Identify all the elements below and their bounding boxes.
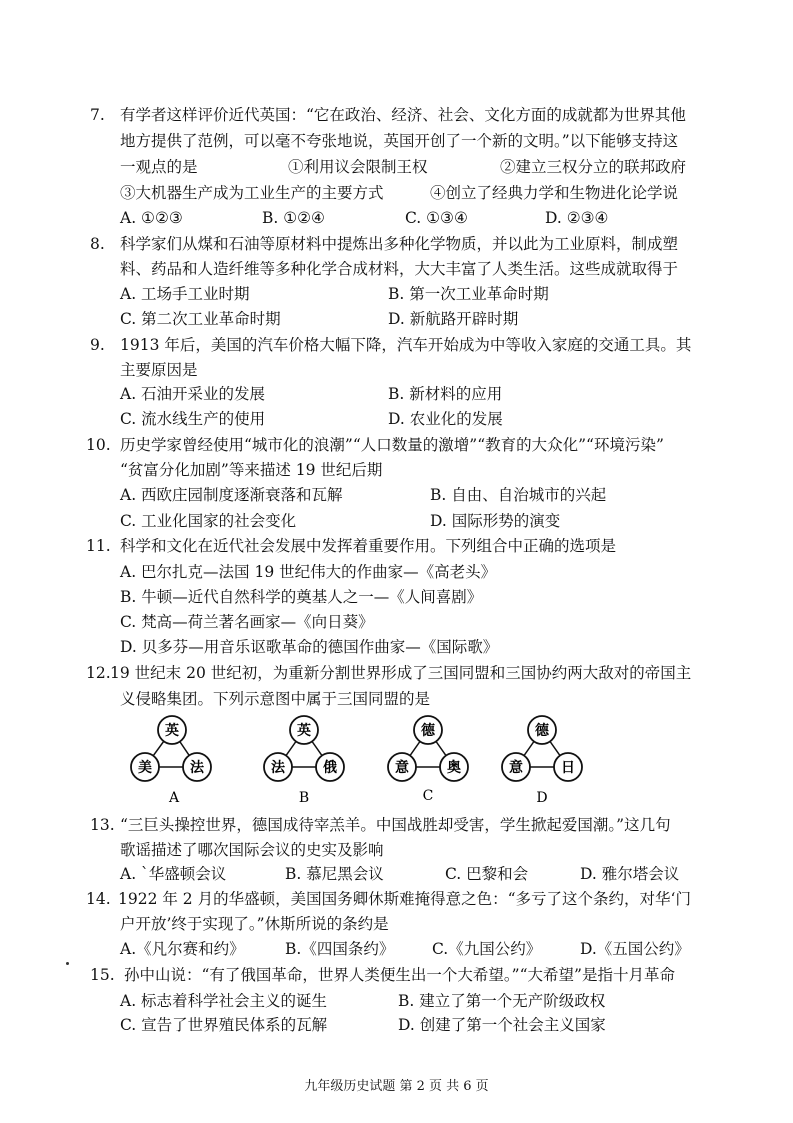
question-stem: 科学家们从煤和石油等原材料中提炼出多种化学物质，并以此为工业原料，制成塑: [120, 235, 679, 253]
option-d[interactable]: D. 新航路开辟时期: [388, 310, 519, 328]
diagram-d[interactable]: [502, 716, 582, 806]
option-b[interactable]: B. 第一次工业革命时期: [388, 285, 549, 303]
statement-2: ②建立三权分立的联邦政府: [500, 158, 687, 176]
option-b[interactable]: B. 建立了第一个无产阶级政权: [398, 992, 606, 1010]
question-number: 9.: [90, 336, 105, 354]
diagram-c[interactable]: [388, 716, 468, 804]
option-a[interactable]: A. 标志着科学社会主义的诞生: [120, 992, 328, 1010]
question-stem: 历史学家曾经使用“城市化的浪潮”“人口数量的激增”“教育的大众化”“环境污染”: [120, 436, 664, 454]
question-stem: 一观点的是: [120, 158, 198, 176]
option-a[interactable]: A. 工场手工业时期: [120, 285, 250, 303]
option-d[interactable]: D. ②③④: [545, 209, 609, 227]
option-a[interactable]: A. 西欧庄园制度逐渐衰落和瓦解: [120, 486, 343, 504]
option-c[interactable]: C. 宣告了世界殖民体系的瓦解: [120, 1016, 328, 1034]
diagram-left-country: 意: [395, 760, 409, 776]
statement-4: ④创立了经典力学和生物进化论学说: [430, 184, 679, 202]
question-stem: 孙中山说：“有了俄国革命，世界人类便生出一个大希望。”“大希望”是指十月革命: [124, 966, 675, 984]
option-a[interactable]: A. `华盛顿会议: [120, 865, 227, 883]
question-number: 14.: [86, 890, 111, 908]
option-d[interactable]: D. 国际形势的演变: [430, 512, 561, 530]
option-a[interactable]: A. 巴尔扎克—法国 19 世纪伟大的作曲家—《高老头》: [120, 563, 497, 581]
option-c[interactable]: C. 工业化国家的社会变化: [120, 512, 297, 530]
question-stem: “三巨头操控世界，德国成待宰羔羊。中国战胜却受害，学生掀起爱国潮。”这几句: [120, 816, 671, 834]
option-c[interactable]: C. 巴黎和会: [445, 865, 529, 883]
statement-3: ③大机器生产成为工业生产的主要方式: [120, 184, 384, 202]
question-stem: 歌谣描述了哪次国际会议的史实及影响: [120, 841, 384, 859]
diagram-left-country: 法: [271, 760, 285, 776]
question-number: 15.: [90, 966, 115, 984]
option-b[interactable]: B. 牛顿—近代自然科学的奠基人之一—《人间喜剧》: [120, 588, 483, 606]
question-number: 7.: [90, 106, 105, 124]
option-d[interactable]: D. 创建了第一个社会主义国家: [398, 1016, 606, 1034]
question-stem: 义侵略集团。下列示意图中属于三国同盟的是: [120, 690, 431, 708]
option-d[interactable]: D. 雅尔塔会议: [580, 865, 680, 883]
diagram-right-country: 奥: [447, 760, 461, 776]
option-a[interactable]: A. ①②③: [120, 209, 183, 227]
diagram-label: B: [298, 790, 310, 806]
diagram-top-country: 英: [297, 723, 311, 739]
question-number: 11.: [86, 537, 111, 555]
diagram-top-country: 德: [535, 723, 549, 739]
question-stem: “贫富分化加剧”等来描述 19 世纪后期: [120, 461, 383, 479]
option-d[interactable]: D. 农业化的发展: [388, 410, 503, 428]
diagram-right-country: 俄: [323, 760, 337, 776]
option-c[interactable]: C.《九国公约》: [432, 940, 542, 958]
diagram-label: D: [536, 790, 548, 806]
diagram-label: A: [168, 790, 180, 806]
question-number: 8.: [90, 235, 105, 253]
option-c[interactable]: C. 流水线生产的使用: [120, 410, 266, 428]
question-stem: 1922 年 2 月的华盛顿，美国国务卿休斯难掩得意之色：“多亏了这个条约，对华‘门: [118, 890, 691, 908]
option-c[interactable]: C. 第二次工业革命时期: [120, 310, 281, 328]
question-stem: 料、药品和人造纤维等多种化学合成材料，大大丰富了人类生活。这些成就取得于: [120, 260, 679, 278]
diagram-top-country: 英: [165, 723, 179, 739]
option-b[interactable]: B. 自由、自治城市的兴起: [430, 486, 607, 504]
statement-1: ①利用议会限制王权: [288, 158, 428, 176]
question-number: 12.: [86, 664, 111, 682]
question-stem: 地方提供了范例，可以毫不夸张地说，英国开创了一个新的文明。”以下能够支持这: [120, 132, 679, 150]
diagram-top-country: 德: [421, 723, 435, 739]
option-d[interactable]: D.《五国公约》: [580, 940, 690, 958]
page-footer: 九年级历史试题 第 2 页 共 6 页: [304, 1079, 489, 1094]
diagram-label: C: [422, 788, 434, 804]
question-stem: 有学者这样评价近代英国：“它在政治、经济、社会、文化方面的成就都为世界其他: [120, 106, 686, 124]
option-c[interactable]: C. ①③④: [405, 209, 468, 227]
option-b[interactable]: B. 慕尼黑会议: [285, 865, 384, 883]
option-b[interactable]: B. 新材料的应用: [388, 385, 503, 403]
question-stem: 1913 年后，美国的汽车价格大幅下降，汽车开始成为中等收入家庭的交通工具。其: [120, 336, 692, 354]
option-b[interactable]: B.《四国条约》: [285, 940, 395, 958]
diagram-b[interactable]: [264, 716, 344, 806]
question-stem: 19 世纪末 20 世纪初，为重新分割世界形成了三国同盟和三国协约两大敌对的帝国主: [110, 664, 692, 682]
option-a[interactable]: A.《凡尔赛和约》: [120, 940, 245, 958]
question-number: 10.: [86, 436, 111, 454]
question-stem: 户开放’终于实现了。”休斯所说的条约是: [120, 915, 389, 933]
question-number: 13.: [90, 816, 115, 834]
option-a[interactable]: A. 石油开采业的发展: [120, 385, 266, 403]
diagram-left-country: 意: [509, 760, 523, 776]
stray-dot: [66, 962, 69, 965]
alliance-diagrams: [0, 712, 793, 812]
question-stem: 主要原因是: [120, 361, 198, 379]
diagram-right-country: 法: [190, 760, 204, 776]
diagram-a[interactable]: [131, 716, 211, 806]
diagram-right-country: 日: [561, 760, 575, 776]
option-c[interactable]: C. 梵高—荷兰著名画家—《向日葵》: [120, 613, 374, 631]
question-stem: 科学和文化在近代社会发展中发挥着重要作用。下列组合中正确的选项是: [120, 537, 617, 555]
option-d[interactable]: D. 贝多芬—用音乐讴歌革命的德国作曲家—《国际歌》: [120, 638, 499, 656]
diagram-left-country: 美: [138, 760, 152, 776]
option-b[interactable]: B. ①②④: [262, 209, 325, 227]
